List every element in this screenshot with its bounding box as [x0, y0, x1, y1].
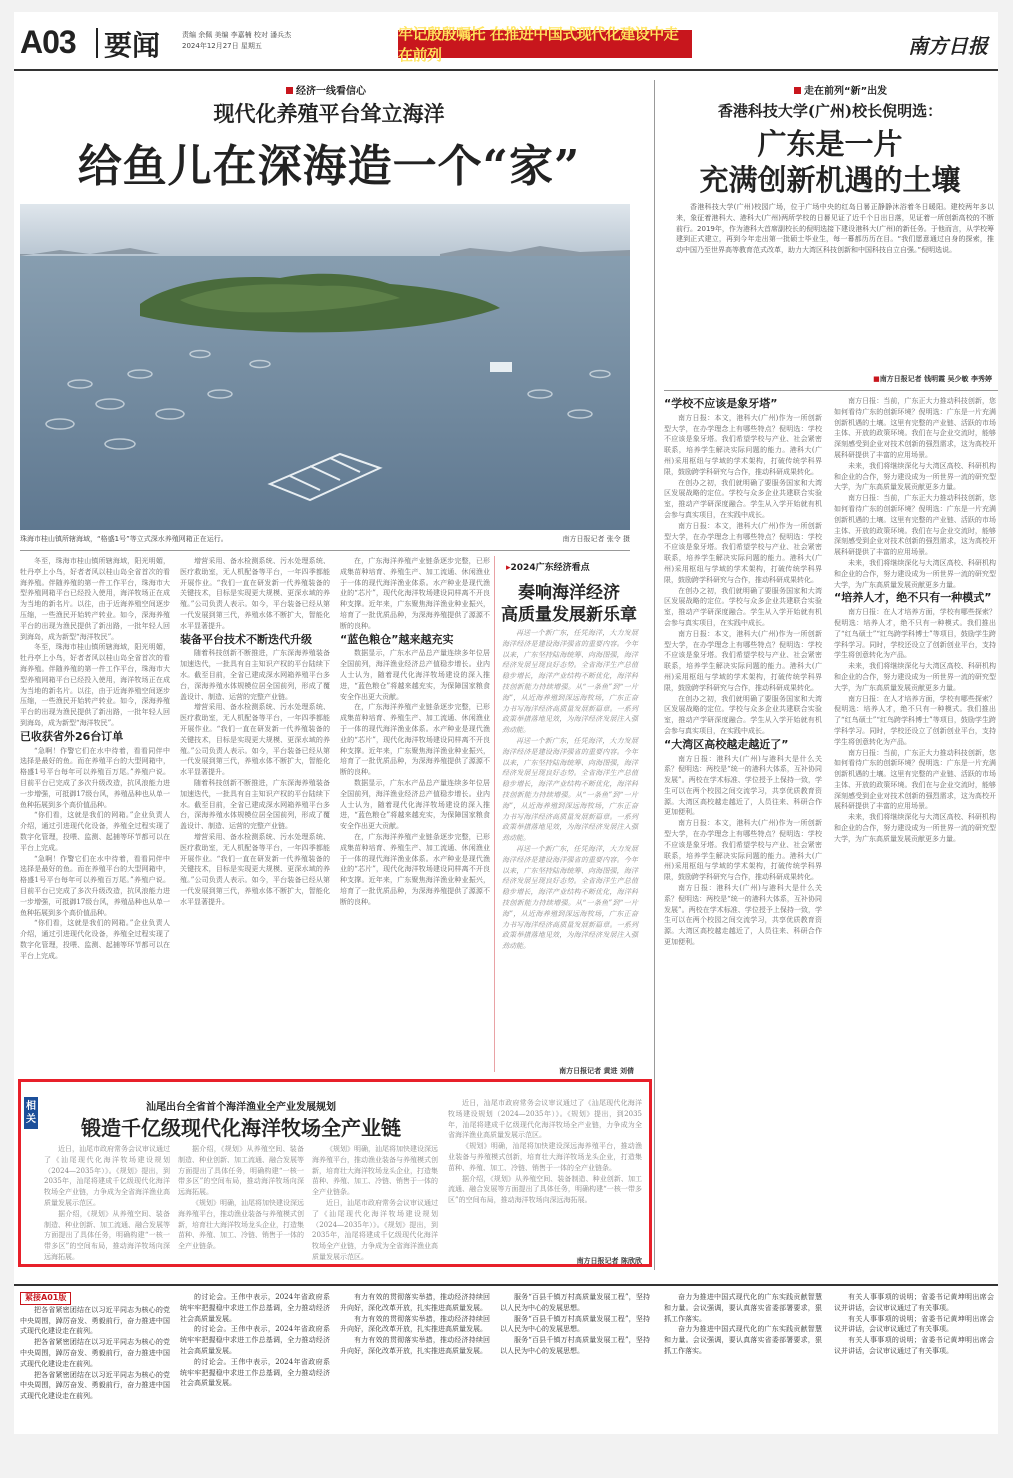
header-divider: [96, 28, 98, 58]
right-title-line-1: 广东是一片: [757, 127, 903, 161]
right-article-col-1: “学校不应该是象牙塔” 南方日报：本文，港科大(广州)作为一所创新型大学，在办学理念上有哪些特点？倪明选：学校不应该是象牙塔。我们希望学校与产业、社会紧密联系，培养学生解决实际问题的能力。港科大(广州)采用枢纽与学域的学术架构，打破传统学科界限，鼓励跨学科研究与合作，推动科研成果转化。 在创办之初，我们就明确了要服务国家和大湾区发展战略的定位。学校与众多企业共建联合实验室，推动产学研深度融合。学生从入学开始就有机会参与真实项目，在实践中成长。 南方日报：本文，港科大(广州)作为一所创新型大学，在办学理念上有哪些特点？倪明选：学校不应该是象牙塔。我们希望学校与产业、社会紧密联系，培养学生解决实际问题的能力。港科大(广州)采用枢纽与学域的学术架构，打破传统学科界限，鼓励跨学科研究与合作，推动科研成果转化。 在创办之初，我们就明确了要服务国家和大湾区发展战略的定位。学校与众多企业共建联合实验室，推动产学研深度融合。学生从入学开始就有机会参与真实项目，在实践中成长。 南方日报：本文，港科大(广州)作为一所创新型大学，在办学理念上有哪些特点？倪明选：学校不应该是象牙塔。我们希望学校与产业、社会紧密联系，培养学生解决实际问题的能力。港科大(广州)采用枢纽与学域的学术架构，打破传统学科界限，鼓励跨学科研究与合作，推动科研成果转化。 在创办之初，我们就明确了要服务国家和大湾区发展战略的定位。学校与众多企业共建联合实验室，推动产学研深度融合。学生从入学开始就有机会参与真实项目，在实践中成长。 “大湾区高校越走越近了” 南方日报：港科大(广州)与港科大是什么关系？倪明选：两校是“统一的港科大体系，互补协同发展”。两校在学术标准、学位授予上保持一致，学生可以在两个校园之间交流学习，共享优质教育资源。大湾区高校越走越近了，人员往来、科研合作更加便利。 南方日报：本文，港科大(广州)作为一所创新型大学，在办学理念上有哪些特点？倪明选：学校不应该是象牙塔。我们希望学校与产业、社会紧密联系，培养学生解决实际问题的能力。港科大(广州)采用枢纽与学域的学术架构，打破传统学科界限，鼓励跨学科研究与合作，推动科研成果转化。 南方日报：港科大(广州)与港科大是什么关系？倪明选：两校是“统一的港科大体系，互补协同发展”。两校在学术标准、学位授予上保持一致，学生可以在两个校园之间交流学习，共享优质教育资源。大湾区高校越走越近了，人员往来、科研合作更加便利。: [664, 397, 822, 947]
page-header: [14, 12, 998, 68]
left-subhead-1: 已收获省外26台订单: [20, 729, 124, 743]
date-line: 2024年12月27日 星期五: [182, 42, 262, 50]
bottom-col-5: 奋力为推进中国式现代化的广东实践贡献智慧和力量。会议强调，要认真落实省委部署要求，狠抓工作落实。 奋力为推进中国式现代化的广东实践贡献智慧和力量。会议强调，要认真落实省委部署要求，狠抓工作落实。: [664, 1293, 822, 1355]
bottom-col-6: 有关人事事项的说明；省委书记黄坤明出席会议并讲话，会议审议通过了有关事项。 有关人事事项的说明；省委书记黄坤明出席会议并讲话，会议审议通过了有关事项。 有关人事事项的说明；省委书记黄坤明出席会议并讲话，会议审议通过了有关事项。: [834, 1293, 994, 1355]
related-tag: 相关: [24, 1097, 38, 1129]
left-byline: 南方日报记者 黄进 刘倩: [559, 1067, 634, 1075]
right-title-line-2: 充满创新机遇的土壤: [699, 163, 961, 197]
left-article-col-1: 冬至，珠海市桂山镇所辖海域，阳光明媚，牡丹亭上小鸟，好者者风以桂山岛全省首次的看海养殖。伴随养殖的第一件工作平台，珠海市大型养殖网箱平台已经投入使用，海洋牧场正在成为当地的新名片。以往，由于近海养殖空间逐步压缩，一些渔民开始转产转业。如今，深海养殖平台的出现为渔民提供了新出路，一批年轻人回到海岛，成为新型“海洋牧民”。 冬至，珠海市桂山镇所辖海域，阳光明媚，牡丹亭上小鸟，好者者风以桂山岛全省首次的看海养殖。伴随养殖的第一件工作平台，珠海市大型养殖网箱平台已经投入使用，海洋牧场正在成为当地的新名片。以往，由于近海养殖空间逐步压缩，一些渔民开始转产转业。如今，深海养殖平台的出现为渔民提供了新出路，一批年轻人回到海岛，成为新型“海洋牧民”。 已收获省外26台订单 “急啊！作警它们在水中待着，看看同伴中选择是最好的鱼。而在养殖平台的大型网箱中，格盛1号平台每年可以养殖百万尾。”养殖户说。目前平台已完成了多次升级改造，抗风浪能力进一步增强，可抵御17级台风，养殖品种也从单一鱼种拓展到多个高价值品种。 “你们看，这就是我们的网箱。”企业负责人介绍，通过引进现代化设备，养殖全过程实现了数字化管理，投喂、监测、起捕等环节都可以在平台上完成。 “急啊！作警它们在水中待着，看看同伴中选择是最好的鱼。而在养殖平台的大型网箱中，格盛1号平台每年可以养殖百万尾。”养殖户说。目前平台已完成了多次升级改造，抗风浪能力进一步增强，可抵御17级台风，养殖品种也从单一鱼种拓展到多个高价值品种。 “你们看，这就是我们的网箱。”企业负责人介绍，通过引进现代化设备，养殖全过程实现了数字化管理，投喂、监测、起捕等环节都可以在平台上完成。: [20, 557, 170, 960]
left-article-col-3: 在，广东海洋养殖产业链条逐步完整，已形成集苗种培育、养殖生产、加工流通、休闲渔业于一体的现代海洋渔业体系。水产种业是现代渔业的“芯片”，现代化海洋牧场建设同样离不开良种支撑。近年来，广东聚焦海洋渔业种业振兴，培育了一批优质品种，为深海养殖提供了源源不断的良种。 “蓝色粮仓”越来越充实 数据显示，广东水产品总产量连续多年位居全国前列，海洋渔业经济总产值稳步增长。业内人士认为，随着现代化海洋牧场建设的深入推进，“蓝色粮仓”将越来越充实，为保障国家粮食安全作出更大贡献。 在，广东海洋养殖产业链条逐步完整，已形成集苗种培育、养殖生产、加工流通、休闲渔业于一体的现代海洋渔业体系。水产种业是现代渔业的“芯片”，现代化海洋牧场建设同样离不开良种支撑。近年来，广东聚焦海洋渔业种业振兴，培育了一批优质品种，为深海养殖提供了源源不断的良种。 数据显示，广东水产品总产量连续多年位居全国前列，海洋渔业经济总产值稳步增长。业内人士认为，随着现代化海洋牧场建设的深入推进，“蓝色粮仓”将越来越充实，为保障国家粮食安全作出更大贡献。 在，广东海洋养殖产业链条逐步完整，已形成集苗种培育、养殖生产、加工流通、休闲渔业于一体的现代海洋渔业体系。水产种业是现代渔业的“芯片”，现代化海洋牧场建设同样离不开良种支撑。近年来，广东聚焦海洋渔业种业振兴，培育了一批优质品种，为深海养殖提供了源源不断的良种。: [340, 557, 490, 906]
left-headline: 给鱼儿在深海造一个“家”: [77, 141, 581, 192]
page-number: A03: [20, 24, 76, 60]
right-subtitle: 香港科技大学(广州)校长倪明选：: [717, 102, 943, 120]
right-kicker: 走在前列“新”出发: [794, 82, 887, 97]
related-col-1: 近日，汕尾市政府常务会议审议通过了《汕尾现代化海洋牧场建设规划（2024—2035年）》。《规划》提出，到2035年，汕尾将建成千亿级现代化海洋牧场全产业链，力争成为全省海洋渔业高质量发展示范区。 据介绍，《规划》从养殖空间、装备制造、种业创新、加工流通、融合发展等方面提出了具体任务，明确构建“一核一带多区”的空间布局，推动海洋牧场向深远海拓展。: [44, 1145, 170, 1261]
sea-farm-photo: [20, 204, 630, 530]
left-subhead-3: “蓝色粮仓”越来越充实: [340, 632, 454, 646]
left-subtitle: 现代化养殖平台耸立海洋: [213, 101, 445, 126]
left-kicker: 经济一线看信心: [286, 82, 366, 97]
bottom-rule: [14, 1284, 998, 1286]
photo-credit: 南方日报记者 张令 摄: [562, 535, 630, 543]
sidebar-divider: [494, 556, 495, 1072]
sidebar-title-line-2: 高质量发展新乐章: [501, 605, 637, 625]
right-subhead-3: “培养人才，绝不只有一种模式”: [834, 591, 992, 605]
header-banner: 牢记殷殷嘱托 在推进中国式现代化建设中走在前列: [398, 30, 692, 58]
section-name: 要闻: [104, 29, 161, 62]
main-column-divider: [654, 80, 655, 1270]
newspaper-page: [14, 12, 998, 1434]
photo-caption: 南方日报记者 张令 摄 珠海市桂山镇所辖海域，“格盛1号”等立式深水养殖网箱正在运行。: [20, 535, 630, 543]
newspaper-logo: 南方日报: [908, 34, 988, 58]
right-intro: 香港科技大学(广州)校园广场，位于广场中央的红岛日晷正静静沐浴着冬日暖阳。建校两年多以来，象征着港科大、港科大(广州)两所学校的日晷见证了近千个日出日落，见证着一所创新高校的不断前行。2019年，作为港科大首席副校长的倪明选接下建设港科大(广州)的新任务。于他而言，从学校筹建到正式建立，再到今年走出第一批硕士毕业生，每一幕都历历在目。“我们愿意通过自身的探索，推动中国乃至世界高等教育范式改革，助力大湾区科技创新和中国科技自立自强。”倪明选说。: [676, 203, 994, 255]
header-rule: [14, 69, 998, 71]
related-col-4: 近日，汕尾市政府常务会议审议通过了《汕尾现代化海洋牧场建设规划（2024—2035年）》。《规划》提出，到2035年，汕尾将建成千亿级现代化海洋牧场全产业链，力争成为全省海洋渔业高质量发展示范区。 《规划》明确，汕尾将加快建设深远海养殖平台，推动渔业装备与养殖模式创新，培育壮大海洋牧场龙头企业，打造集苗种、养殖、加工、冷链、销售于一体的全产业链条。 据介绍，《规划》从养殖空间、装备制造、种业创新、加工流通、融合发展等方面提出了具体任务，明确构建“一核一带多区”的空间布局，推动海洋牧场向深远海拓展。: [448, 1099, 642, 1205]
bottom-col-1: 紧接A01版 把各省紧密团结在以习近平同志为核心的党中央周围，踔厉奋发、勇毅前行，奋力推进中国式现代化建设走在前列。 把各省紧密团结在以习近平同志为核心的党中央周围，踔厉奋发、勇毅前行，奋力推进中国式现代化建设走在前列。 把各省紧密团结在以习近平同志为核心的党中央周围，踔厉奋发、勇毅前行，奋力推进中国式现代化建设走在前列。: [20, 1293, 170, 1401]
right-intro-byline: ■南方日报记者 钱明霞 吴少敏 李秀婷: [873, 375, 992, 383]
right-subhead-1: “学校不应该是象牙塔”: [664, 397, 778, 410]
related-byline: 南方日报记者 陈欣欣: [576, 1257, 642, 1265]
bottom-col-4: 服务“百县千镇万村高质量发展工程”，坚持以人民为中心的发展思想。 服务“百县千镇万村高质量发展工程”，坚持以人民为中心的发展思想。 服务“百县千镇万村高质量发展工程”，坚持以人民为中心的发展思想。: [500, 1293, 650, 1355]
bottom-col-3: 有力有效的贯彻落实举措，推动经济持续回升向好，深化改革开放，扎实推进高质量发展。 有力有效的贯彻落实举措，推动经济持续回升向好，深化改革开放，扎实推进高质量发展。 有力有效的贯彻落实举措，推动经济持续回升向好，深化改革开放，扎实推进高质量发展。: [340, 1293, 490, 1355]
related-col-3: 《规划》明确，汕尾将加快建设深远海养殖平台，推动渔业装备与养殖模式创新，培育壮大海洋牧场龙头企业，打造集苗种、养殖、加工、冷链、销售于一体的全产业链条。 近日，汕尾市政府常务会议审议通过了《汕尾现代化海洋牧场建设规划（2024—2035年）》。《规划》提出，到2035年，汕尾将建成千亿级现代化海洋牧场全产业链，力争成为全省海洋渔业高质量发展示范区。: [312, 1145, 438, 1261]
related-subtitle: 汕尾出台全省首个海洋渔业全产业发展规划: [146, 1102, 336, 1113]
left-article-col-2: 增营采用、备水检测系统、污水处理系统、医疗救助室，无人机配备等平台，一年四季都能开展作业。“我们一直在研发新一代养殖装备的关键技术，目标是实现更大规模、更深水域的养殖。”公司负责人表示。如今，平台装备已经从第一代发展到第三代，养殖水体不断扩大，智能化水平显著提升。 装备平台技术不断迭代升级 随着科技创新不断推进，广东深海养殖装备加速迭代，一批具有自主知识产权的平台陆续下水。截至目前，全省已建成深水网箱养殖平台多台，深海养殖水体规模位居全国前列，形成了覆盖设计、制造、运营的完整产业链。 增营采用、备水检测系统、污水处理系统、医疗救助室，无人机配备等平台，一年四季都能开展作业。“我们一直在研发新一代养殖装备的关键技术，目标是实现更大规模、更深水域的养殖。”公司负责人表示。如今，平台装备已经从第一代发展到第三代，养殖水体不断扩大，智能化水平显著提升。 随着科技创新不断推进，广东深海养殖装备加速迭代，一批具有自主知识产权的平台陆续下水。截至目前，全省已建成深水网箱养殖平台多台，深海养殖水体规模位居全国前列，形成了覆盖设计、制造、运营的完整产业链。 增营采用、备水检测系统、污水处理系统、医疗救助室，无人机配备等平台，一年四季都能开展作业。“我们一直在研发新一代养殖装备的关键技术，目标是实现更大规模、更深水域的养殖。”公司负责人表示。如今，平台装备已经从第一代发展到第三代，养殖水体不断扩大，智能化水平显著提升。: [180, 557, 330, 906]
right-intro-rule: [664, 390, 998, 391]
related-headline: 锻造千亿级现代化海洋牧场全产业链: [81, 1116, 401, 1140]
right-subhead-2: “大湾区高校越走越近了”: [664, 737, 789, 751]
sidebar-title-line-1: 奏响海洋经济: [518, 583, 620, 603]
left-subhead-2: 装备平台技术不断迭代升级: [180, 632, 312, 646]
related-col-2: 据介绍，《规划》从养殖空间、装备制造、种业创新、加工流通、融合发展等方面提出了具体任务，明确构建“一核一带多区”的空间布局，推动海洋牧场向深远海拓展。 《规划》明确，汕尾将加快建设深远海养殖平台，推动渔业装备与养殖模式创新，培育壮大海洋牧场龙头企业，打造集苗种、养殖、加工、冷链、销售于一体的全产业链条。: [178, 1145, 304, 1251]
right-article-col-2: 南方日报：当前，广东正大力推动科技创新，您如何看待广东的创新环境？倪明选：广东是一片充满创新机遇的土壤。这里有完整的产业链、活跃的市场主体、开放的政策环境。我们在与企业交流时，能够深刻感受到企业对技术创新的强烈需求，这为高校开展科研提供了丰富的应用场景。 未来，我们将继续深化与大湾区高校、科研机构和企业的合作，努力建设成为一所世界一流的研究型大学，为广东高质量发展贡献更多力量。 南方日报：当前，广东正大力推动科技创新，您如何看待广东的创新环境？倪明选：广东是一片充满创新机遇的土壤。这里有完整的产业链、活跃的市场主体、开放的政策环境。我们在与企业交流时，能够深刻感受到企业对技术创新的强烈需求，这为高校开展科研提供了丰富的应用场景。 未来，我们将继续深化与大湾区高校、科研机构和企业的合作，努力建设成为一所世界一流的研究型大学，为广东高质量发展贡献更多力量。 “培养人才，绝不只有一种模式” 南方日报：在人才培养方面，学校有哪些探索？倪明选：培养人才，绝不只有一种模式。我们推出了“红鸟硕士”“红鸟跨学科博士”等项目，鼓励学生跨学科学习。同时，学校还设立了创新创业平台，支持学生将创意转化为产品。 未来，我们将继续深化与大湾区高校、科研机构和企业的合作，努力建设成为一所世界一流的研究型大学，为广东高质量发展贡献更多力量。 南方日报：在人才培养方面，学校有哪些探索？倪明选：培养人才，绝不只有一种模式。我们推出了“红鸟硕士”“红鸟跨学科博士”等项目，鼓励学生跨学科学习。同时，学校还设立了创新创业平台，支持学生将创意转化为产品。 南方日报：当前，广东正大力推动科技创新，您如何看待广东的创新环境？倪明选：广东是一片充满创新机遇的土壤。这里有完整的产业链、活跃的市场主体、开放的政策环境。我们在与企业交流时，能够深刻感受到企业对技术创新的强烈需求，这为高校开展科研提供了丰富的应用场景。 未来，我们将继续深化与大湾区高校、科研机构和企业的合作，努力建设成为一所世界一流的研究型大学，为广东高质量发展贡献更多力量。: [834, 397, 996, 843]
sidebar-kicker: ▸2024广东经济看点: [506, 563, 590, 573]
editor-line: 责编 余佩 美编 李嘉楠 校对 潘兵杰: [182, 31, 292, 39]
sidebar-text: 再送一个新广东，任凭海洋，大力发展海洋经济是建设海洋强省的重要内容。今年以来，广东坚持陆海统筹、向海图强，海洋经济发展呈现良好态势。全省海洋生产总值稳步增长，海洋产业结构不断优化，海洋科技创新能力持续增强。从“一条鱼”到“一片海”，从近海养殖到深远海牧场，广东正奋力书写海洋经济高质量发展新篇章。一系列政策举措落地见效，为海洋经济发展注入强劲动能。 再送一个新广东，任凭海洋，大力发展海洋经济是建设海洋强省的重要内容。今年以来，广东坚持陆海统筹、向海图强，海洋经济发展呈现良好态势。全省海洋生产总值稳步增长，海洋产业结构不断优化，海洋科技创新能力持续增强。从“一条鱼”到“一片海”，从近海养殖到深远海牧场，广东正奋力书写海洋经济高质量发展新篇章。一系列政策举措落地见效，为海洋经济发展注入强劲动能。 再送一个新广东，任凭海洋，大力发展海洋经济是建设海洋强省的重要内容。今年以来，广东坚持陆海统筹、向海图强，海洋经济发展呈现良好态势。全省海洋生产总值稳步增长，海洋产业结构不断优化，海洋科技创新能力持续增强。从“一条鱼”到“一片海”，从近海养殖到深远海牧场，广东正奋力书写海洋经济高质量发展新篇章。一系列政策举措落地见效，为海洋经济发展注入强劲动能。: [502, 629, 638, 951]
continued-tag: 紧接A01版: [20, 1292, 71, 1305]
bottom-col-2: 的讨论会。王伟中表示，2024年省政府系统牢牢把握稳中求进工作总基调，全力推动经济社会高质量发展。 的讨论会。王伟中表示，2024年省政府系统牢牢把握稳中求进工作总基调，全力推动经济社会高质量发展。 的讨论会。王伟中表示，2024年省政府系统牢牢把握稳中求进工作总基调，全力推动经济社会高质量发展。: [180, 1293, 330, 1388]
photo-rule: [20, 550, 630, 551]
